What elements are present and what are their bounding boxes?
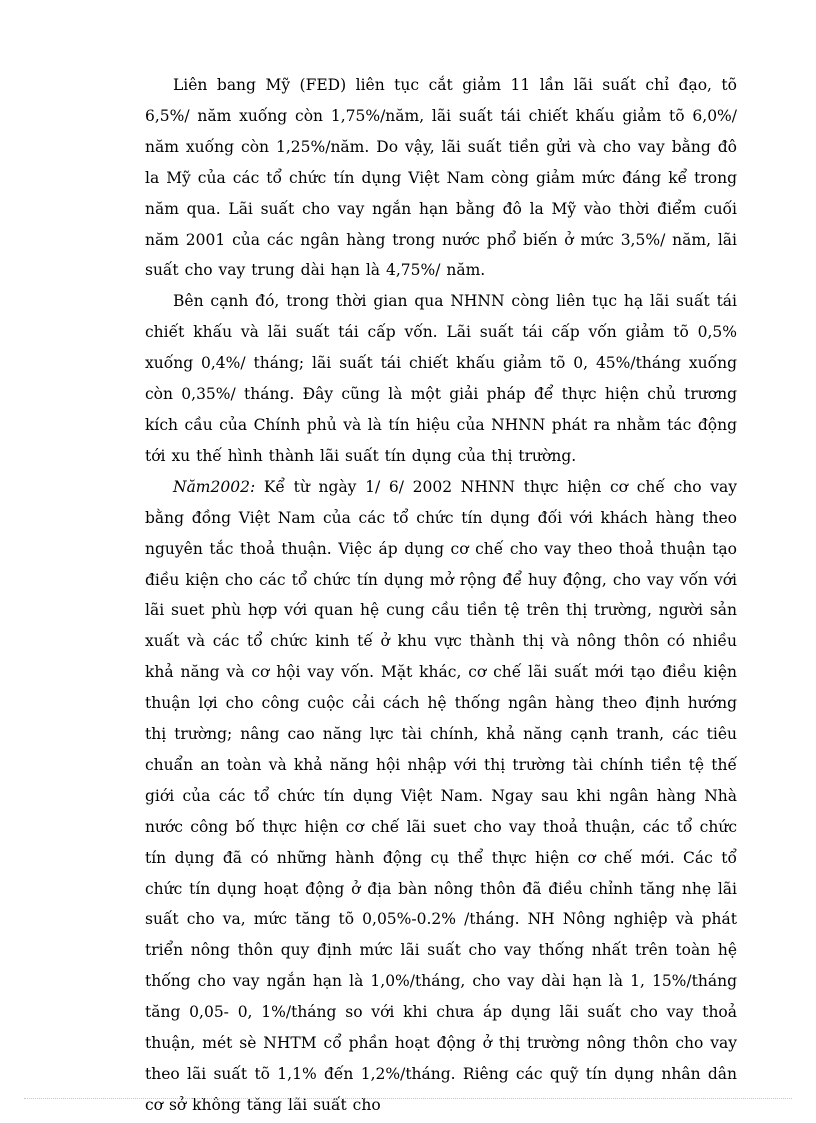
paragraph-fed-rates — [145, 70, 737, 286]
paragraph-year-2002 — [145, 472, 737, 1121]
paragraph-lead-year: Năm2002: — [173, 477, 256, 496]
paragraph-text: Liên bang Mỹ (FED) liên tục cắt giảm 11 lần lãi suất chỉ đạo, tõ 6,5%/ năm xuống còn 1,75%/năm, lãi suất tái chiết khấu giảm tõ 6,0%/ năm xuống còn 1,25%/năm. Do vậy, lãi suất tiền gửi và cho vay bằng đô la Mỹ của các tổ chức tín dụng Việt Nam còng giảm mức đáng kể trong năm qua. Lãi suất cho vay ngắn hạn bằng đô la Mỹ vào thời điểm cuối năm 2001 của các ngân hàng trong nước phổ biến ở mức 3,5%/ năm, lãi suất cho vay trung dài hạn là 4,75%/ năm. — [145, 76, 737, 280]
paragraph-nhnn-rates — [145, 286, 737, 471]
document-body — [145, 70, 737, 1121]
paragraph-text: Bên cạnh đó, trong thời gian qua NHNN còng liên tục hạ lãi suất tái chiết khấu và lãi suất tái cấp vốn. Lãi suất tái cấp vốn giảm tõ 0,5% xuống 0,4%/ tháng; lãi suất tái chiết khấu giảm tõ 0, 45%/tháng xuống còn 0,35%/ tháng. Đây cũng là một giải pháp để thực hiện chủ trương kích cầu của Chính phủ và là tín hiệu của NHNN phát ra nhằm tác động tới xu thế hình thành lãi suất tín dụng của thị trường. — [145, 292, 737, 465]
page-bottom-divider — [24, 1098, 792, 1099]
paragraph-text: Kể từ ngày 1/ 6/ 2002 NHNN thực hiện cơ chế cho vay bằng đồng Việt Nam của các tổ chức tín dụng đối với khách hàng theo nguyên tắc thoả thuận. Việc áp dụng cơ chế cho vay theo thoả thuận tạo điều kiện cho các tổ chức tín dụng mở rộng để huy động, cho vay vốn với lãi suet phù hợp với quan hệ cung cầu tiền tệ trên thị trường, người sản xuất và các tổ chức kinh tế ở khu vực thành thị và nông thôn có nhiều khả năng và cơ hội vay vốn. Mặt khác, cơ chế lãi suất mới tạo điều kiện thuận lợi cho công cuộc cải cách hệ thống ngân hàng theo định hướng thị trường; nâng cao năng lực tài chính, khả năng cạnh tranh, các tiêu chuẩn an toàn và khả năng hội nhập với thị trường tài chính tiền tệ thế giới của các tổ chức tín dụng Việt Nam. Ngay sau khi ngân hàng Nhà nước công bố thực hiện cơ chế lãi suet cho vay thoả thuận, các tổ chức tín dụng đã có những hành động cụ thể thực hiện cơ chế mới. Các tổ chức tín dụng hoạt động ở địa bàn nông thôn đã điều chỉnh tăng nhẹ lãi suất cho va, mức tăng tõ 0,05%-0.2% /tháng. NH Nông nghiệp và phát triển nông thôn quy định mức lãi suất cho vay thống nhất trên toàn hệ thống cho vay ngắn hạn là 1,0%/tháng, cho vay dài hạn là 1, 15%/tháng tăng 0,05- 0, 1%/tháng so với khi chưa áp dụng lãi suất cho vay thoả thuận, mét sè NHTM cổ phần hoạt động ở thị trường nông thôn cho vay theo lãi suất tõ 1,1% đến 1,2%/tháng. Riêng các quỹ tín dụng nhân dân cơ sở không tăng lãi suất cho — [145, 477, 737, 1114]
